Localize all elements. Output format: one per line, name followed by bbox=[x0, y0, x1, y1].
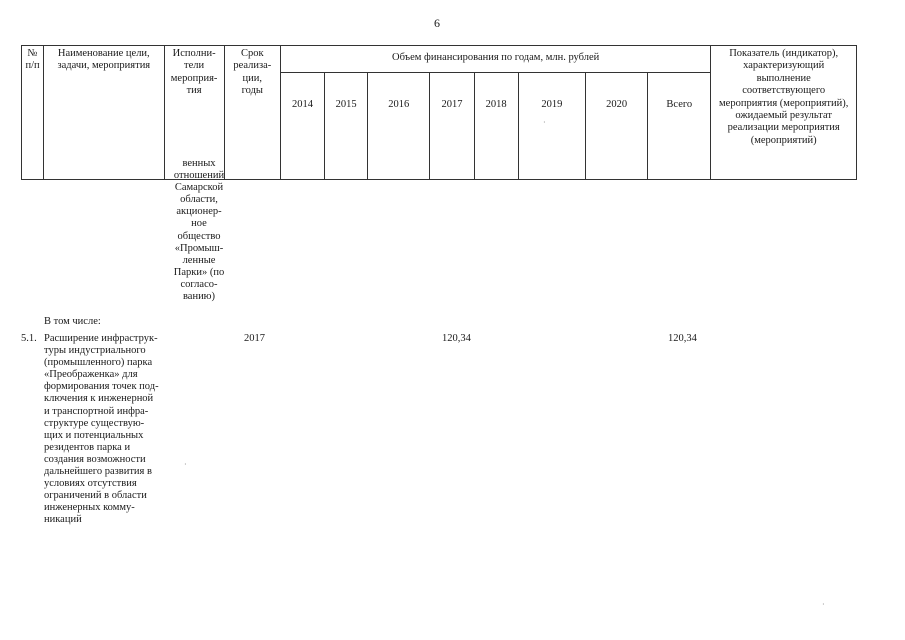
header-col-executor: Исполни- тели мероприя- тия bbox=[164, 46, 224, 180]
financing-table-header bbox=[21, 45, 857, 180]
header-year-2018: 2018 bbox=[474, 73, 518, 180]
header-year-2014: 2014 bbox=[280, 73, 324, 180]
scan-speck: · bbox=[543, 118, 546, 127]
row-number: 5.1. bbox=[21, 333, 37, 344]
header-col-name: Наименование цели, задачи, мероприятия bbox=[44, 46, 164, 180]
header-year-2015: 2015 bbox=[325, 73, 368, 180]
header-year-2016: 2016 bbox=[368, 73, 430, 180]
header-col-financing: Объем финансирования по годам, млн. рублей bbox=[280, 46, 711, 73]
including-label: В том числе: bbox=[44, 316, 101, 327]
row-term: 2017 bbox=[244, 333, 265, 344]
header-year-2019: 2019 bbox=[518, 73, 585, 180]
row-total: 120,34 bbox=[668, 333, 697, 344]
header-total: Всего bbox=[648, 73, 711, 180]
header-col-indicator: Показатель (индикатор), характеризующий выполнение соответствующего мероприятия (мероприятий), ожидаемый результат реализации мероприятия (мероприятий) bbox=[711, 46, 857, 180]
scan-speck: · bbox=[184, 460, 187, 469]
executor-continuation: венных отношений Самарской области, акционер- ное общество «Промыш- ленные Парки» (по согласо- ванию) bbox=[173, 158, 225, 303]
header-col-term: Срок реализа- ции, годы bbox=[224, 46, 280, 180]
header-year-2017: 2017 bbox=[430, 73, 474, 180]
page-number: 6 bbox=[434, 16, 440, 30]
header-year-2020: 2020 bbox=[585, 73, 647, 180]
header-col-number: № п/п bbox=[22, 46, 44, 180]
scan-speck: · bbox=[822, 600, 825, 609]
row-value-2017: 120,34 bbox=[442, 333, 471, 344]
row-activity-name: Расширение инфраструк- туры индустриального (промышленного) парка «Преображенка» для формирования точек под- ключения к инженерной и транспортной инфра- структуре существую- щих и потенциальных резидентов парка и создания возможности дальнейшего развития в условиях отсутствия ограничений в области инженерных комму- никаций bbox=[44, 333, 159, 526]
